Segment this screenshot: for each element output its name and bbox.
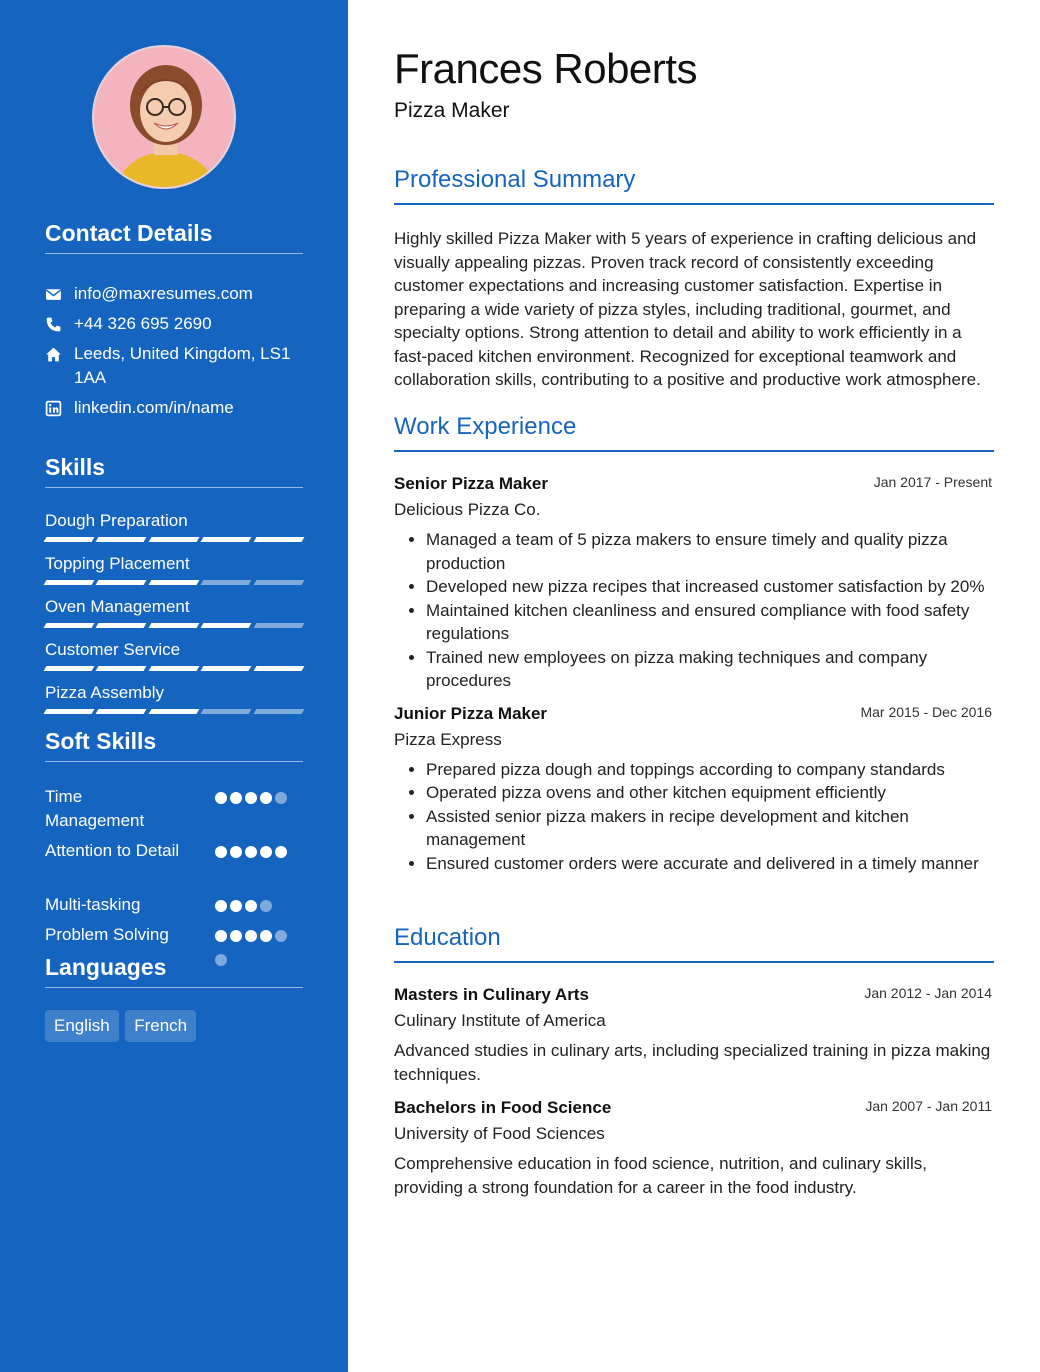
phone-icon: [45, 316, 62, 333]
soft-skill-dot: [245, 900, 257, 912]
skill-name: Topping Placement: [45, 554, 190, 573]
skill-name: Customer Service: [45, 640, 181, 659]
skill-level-segment: [148, 666, 199, 671]
soft-skill-dots: [215, 785, 291, 809]
skill-level-segment: [253, 709, 304, 714]
education-dates: Jan 2012 - Jan 2014: [864, 985, 992, 1001]
contact-address-text: Leeds, United Kingdom, LS1 1AA: [74, 344, 291, 387]
skill-level-segment: [44, 580, 95, 585]
skill-level-segment: [201, 580, 252, 585]
skill-level-segment: [44, 709, 95, 714]
skill-level-segment: [253, 580, 304, 585]
soft-skill-dot: [215, 900, 227, 912]
soft-skill-dot: [245, 792, 257, 804]
soft-skill-item: [45, 839, 303, 893]
job-entry: [394, 704, 994, 876]
contact-heading: Contact Details: [45, 220, 303, 254]
skill-item: [45, 510, 303, 543]
education-entry: [394, 1098, 994, 1199]
languages-section: [45, 954, 303, 1042]
envelope-icon: [45, 286, 62, 303]
skill-level-bar: [45, 580, 303, 586]
contact-phone[interactable]: [45, 312, 303, 336]
job-title: Junior Pizza Maker: [394, 703, 548, 723]
degree-title: Masters in Culinary Arts: [394, 985, 589, 1004]
skill-name: Pizza Assembly: [45, 683, 165, 702]
contact-address: [45, 342, 303, 390]
contact-linkedin[interactable]: [45, 396, 303, 420]
skill-level-segment: [201, 537, 252, 542]
skill-level-segment: [96, 709, 147, 714]
education-heading: Education: [394, 924, 994, 963]
soft-skills-section: [45, 728, 303, 947]
soft-skill-item: [45, 923, 303, 947]
skill-level-bar: [45, 537, 303, 543]
skill-name: Oven Management: [45, 597, 190, 616]
summary-heading: Professional Summary: [394, 166, 994, 205]
soft-skill-dot: [215, 792, 227, 804]
contact-email-text: info@maxresumes.com: [74, 284, 253, 303]
skill-level-segment: [253, 623, 304, 628]
language-tag: English: [45, 1010, 119, 1042]
soft-skill-name: Problem Solving: [45, 925, 169, 944]
soft-skill-dot: [230, 900, 242, 912]
contact-phone-text: +44 326 695 2690: [74, 314, 212, 333]
job-bullet: • Assisted senior pizza makers in recipe development and kitchen management: [426, 805, 994, 852]
job-entry: [394, 474, 994, 693]
skill-level-segment: [201, 709, 252, 714]
school-name: University of Food Sciences: [394, 1124, 605, 1143]
summary-text: Highly skilled Pizza Maker with 5 years of experience in crafting delicious and visually appealing pizzas. Proven track record of consistently exceeding customer expectations and increasing customer satisfaction. Expertise in preparing a wide variety of pizza styles, including traditional, gourmet, and specialty options. Strong attention to detail and ability to work efficiently in a fast-paced kitchen environment. Recognized for exceptional teamwork and collaboration skills, contributing to a positive and productive work atmosphere.: [394, 229, 981, 389]
education-section: [394, 924, 994, 1199]
job-bullet: • Trained new employees on pizza making techniques and company procedures: [426, 646, 994, 693]
job-bullet: • Operated pizza ovens and other kitchen equipment efficiently: [426, 781, 994, 805]
soft-skill-name: Time Management: [45, 787, 145, 830]
job-bullet: • Maintained kitchen cleanliness and ensured compliance with food safety regulations: [426, 599, 994, 646]
home-icon: [45, 346, 62, 363]
school-name: Culinary Institute of America: [394, 1011, 606, 1030]
skill-level-segment: [44, 623, 95, 628]
job-company: Pizza Express: [394, 729, 502, 749]
skill-level-segment: [44, 666, 95, 671]
skill-item: [45, 553, 303, 586]
soft-skill-dot: [245, 846, 257, 858]
skill-level-segment: [44, 537, 95, 542]
education-description: Comprehensive education in food science, nutrition, and culinary skills, providing a strong foundation for a career in the food industry.: [394, 1154, 927, 1197]
soft-skill-dot: [230, 792, 242, 804]
candidate-role: Pizza Maker: [394, 99, 510, 122]
job-dates: Mar 2015 - Dec 2016: [860, 703, 992, 720]
soft-skill-dot: [275, 930, 287, 942]
skill-level-segment: [201, 623, 252, 628]
skill-level-segment: [253, 537, 304, 542]
skill-level-segment: [96, 666, 147, 671]
job-company: Delicious Pizza Co.: [394, 500, 541, 519]
soft-skill-dot: [260, 846, 272, 858]
languages-heading: Languages: [45, 954, 303, 988]
soft-skill-dot: [275, 846, 287, 858]
degree-title: Bachelors in Food Science: [394, 1098, 612, 1117]
skill-name: Dough Preparation: [45, 511, 188, 530]
job-bullet: • Managed a team of 5 pizza makers to ensure timely and quality pizza production: [426, 528, 994, 575]
skill-level-segment: [148, 709, 199, 714]
skill-level-segment: [148, 537, 199, 542]
soft-skill-dot: [215, 930, 227, 942]
soft-skill-dots: [215, 893, 291, 917]
experience-heading: Work Experience: [394, 413, 994, 452]
contact-linkedin-text: linkedin.com/in/name: [74, 398, 234, 417]
soft-skill-dot: [260, 792, 272, 804]
education-entry: [394, 985, 994, 1086]
soft-skill-dot: [260, 900, 272, 912]
skills-heading: Skills: [45, 454, 303, 488]
profile-photo-icon: [94, 47, 236, 189]
contact-section: [45, 220, 303, 420]
soft-skill-dot: [275, 792, 287, 804]
candidate-name: Frances Roberts: [394, 45, 697, 92]
job-bullet: • Ensured customer orders were accurate and delivered in a timely manner: [426, 852, 994, 876]
avatar: [92, 45, 236, 189]
skill-item: [45, 596, 303, 629]
skill-level-bar: [45, 709, 303, 715]
job-bullet: • Developed new pizza recipes that increased customer satisfaction by 20%: [426, 575, 994, 599]
soft-skill-item: [45, 893, 303, 923]
skill-level-segment: [253, 666, 304, 671]
job-bullet: • Prepared pizza dough and toppings according to company standards: [426, 758, 994, 782]
job-dates: Jan 2017 - Present: [873, 474, 992, 490]
language-tag: French: [125, 1010, 196, 1042]
education-dates: Jan 2007 - Jan 2011: [865, 1098, 992, 1114]
education-description: Advanced studies in culinary arts, including specialized training in pizza making techniques.: [394, 1041, 991, 1084]
experience-section: [394, 413, 994, 875]
skills-section: [45, 454, 303, 715]
soft-skill-dot: [230, 846, 242, 858]
soft-skill-name: Multi-tasking: [45, 895, 141, 914]
linkedin-icon: [45, 400, 62, 417]
soft-skill-dot: [260, 930, 272, 942]
soft-skill-dot: [230, 930, 242, 942]
skill-level-segment: [148, 623, 199, 628]
soft-skill-dots: [215, 839, 291, 863]
soft-skill-name: Attention to Detail: [45, 841, 180, 860]
skill-level-segment: [201, 666, 252, 671]
skill-level-segment: [148, 580, 199, 585]
sidebar: [0, 0, 348, 1372]
skill-level-bar: [45, 623, 303, 629]
job-title: Senior Pizza Maker: [394, 474, 549, 493]
skill-level-bar: [45, 666, 303, 672]
soft-skill-dot: [215, 846, 227, 858]
skill-level-segment: [96, 580, 147, 585]
skill-item: [45, 639, 303, 672]
skill-item: [45, 682, 303, 715]
soft-skill-dot: [245, 930, 257, 942]
contact-email[interactable]: [45, 282, 303, 306]
skill-level-segment: [96, 623, 147, 628]
skill-level-segment: [96, 537, 147, 542]
soft-skills-heading: Soft Skills: [45, 728, 303, 762]
soft-skill-item: [45, 785, 303, 839]
summary-section: [394, 166, 994, 392]
